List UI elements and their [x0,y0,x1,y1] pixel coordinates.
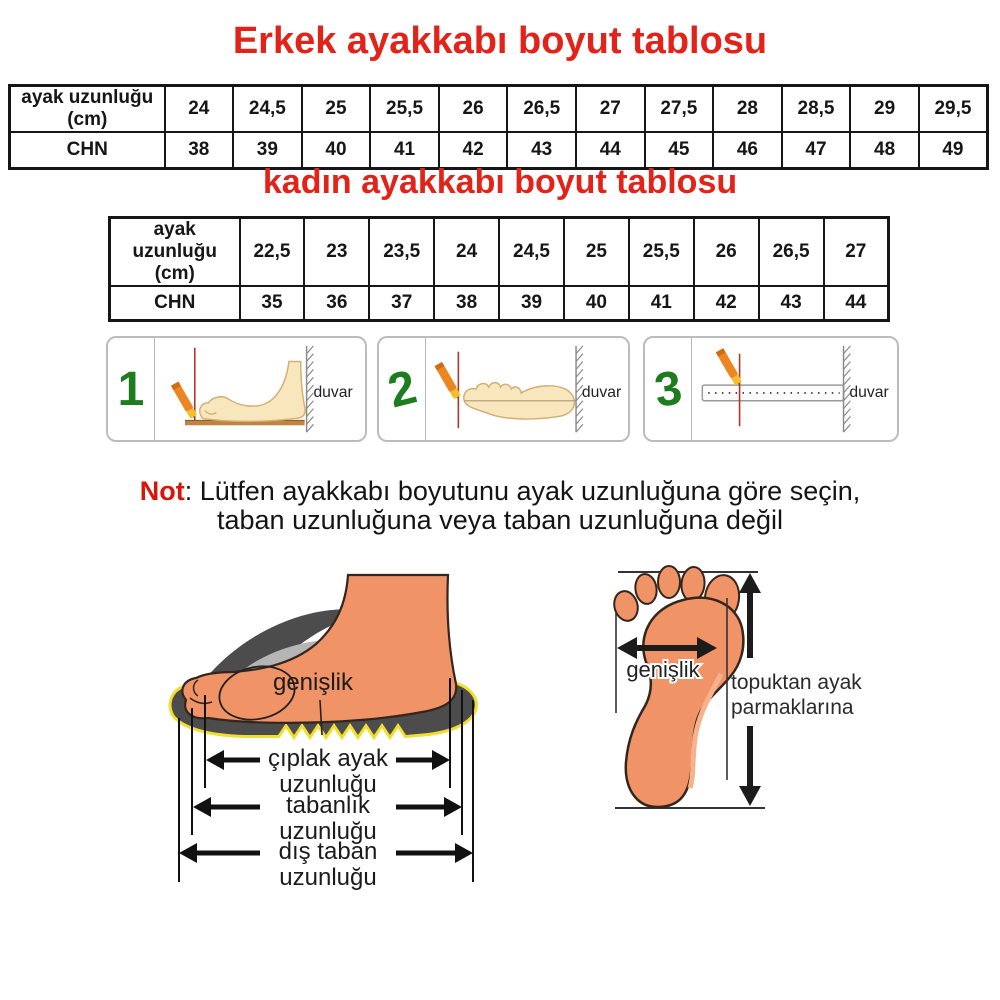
women-size-table-title: kadın ayakkabı boyut tablosu [262,163,738,201]
step-1-illustration [155,338,365,440]
table-cell: 24,5 [233,86,302,133]
measure-step-3-panel [643,336,899,442]
table-cell: 44 [824,286,889,321]
table-cell: 24 [434,218,499,287]
footprint-width-label: genişlik [626,657,700,682]
table-cell: 41 [629,286,694,321]
measure-step-1-panel [106,336,367,442]
table-cell: 45 [645,132,714,169]
outsole-length-label-line1: dış taban [278,838,378,865]
table-cell: 37 [369,286,434,321]
table-cell: 22,5 [240,218,305,287]
table-cell: 26 [694,218,759,287]
foot-length-measure-diagram [160,560,500,895]
men-foot-length-header: ayak uzunluğu (cm) [10,86,165,133]
step-3-number: 3 [645,338,692,440]
footprint-measure-diagram [595,558,890,858]
women-chn-header: CHN [110,286,240,321]
table-cell: 29 [850,86,919,133]
table-cell: 29,5 [919,86,988,133]
table-cell: 23 [304,218,369,287]
step-2-number: 2 [379,338,426,440]
table-cell: 27 [576,86,645,133]
table-cell: 27 [824,218,889,287]
table-cell: 35 [240,286,305,321]
table-cell: 39 [233,132,302,169]
measure-step-2-panel [377,336,630,442]
table-row [10,86,988,133]
men-size-table [8,84,989,170]
table-cell: 27,5 [645,86,714,133]
table-cell: 25 [302,86,371,133]
barefoot-length-label-line1: çıplak ayak [267,745,389,772]
table-cell: 26,5 [759,218,824,287]
note-label: Not [139,476,185,506]
heel-to-toe-label-line2: parmaklarına [731,696,854,719]
heel-to-toe-label-line1: topuktan ayak [731,671,862,694]
table-cell: 24,5 [499,218,564,287]
table-row [110,286,889,321]
table-cell: 38 [165,132,234,169]
note-text [0,477,1000,535]
ruler-illustration [702,385,843,401]
table-cell: 43 [507,132,576,169]
table-cell: 47 [782,132,851,169]
table-cell: 36 [304,286,369,321]
table-cell: 39 [499,286,564,321]
table-cell: 24 [165,86,234,133]
table-cell: 25,5 [629,218,694,287]
barefoot-length-label-line2: uzunluğu [279,771,377,798]
table-cell: 42 [694,286,759,321]
women-foot-length-header: ayak uzunluğu (cm) [110,218,240,287]
table-cell: 23,5 [369,218,434,287]
insole-length-label-line2: uzunluğu [279,818,377,845]
men-size-table-title: Erkek ayakkabı boyut tablosu [232,20,768,62]
table-cell: 40 [302,132,371,169]
table-cell: 28,5 [782,86,851,133]
table-cell: 43 [759,286,824,321]
table-cell: 40 [564,286,629,321]
table-cell: 26,5 [507,86,576,133]
wall-label: duvar [581,383,622,401]
footprint-illustration [626,598,744,807]
table-cell: 38 [434,286,499,321]
insole-length-label-line1: tabanlık [285,792,371,819]
table-cell: 46 [713,132,782,169]
wall-label: duvar [313,383,353,401]
table-cell: 26 [439,86,508,133]
table-cell: 25 [564,218,629,287]
table-cell: 44 [576,132,645,169]
table-cell: 48 [850,132,919,169]
side-width-label: genişlik [272,669,354,696]
table-cell: 49 [919,132,988,169]
step-2-illustration [426,338,628,440]
outsole-length-label-line2: uzunluğu [279,864,377,891]
table-cell: 28 [713,86,782,133]
note-line-1: Not: Lütfen ayakkabı boyutunu ayak uzunluğuna göre seçin, [139,476,861,506]
table-row [110,218,889,287]
men-chn-header: CHN [10,132,165,169]
table-cell: 42 [439,132,508,169]
women-size-table [108,216,890,322]
step-1-number: 1 [108,338,155,440]
wall-hatch [307,346,314,432]
table-cell: 25,5 [370,86,439,133]
note-line-2: taban uzunluğuna veya taban uzunluğuna değil [217,505,783,535]
step-3-illustration [692,338,897,440]
wall-label: duvar [849,383,889,401]
table-cell: 41 [370,132,439,169]
